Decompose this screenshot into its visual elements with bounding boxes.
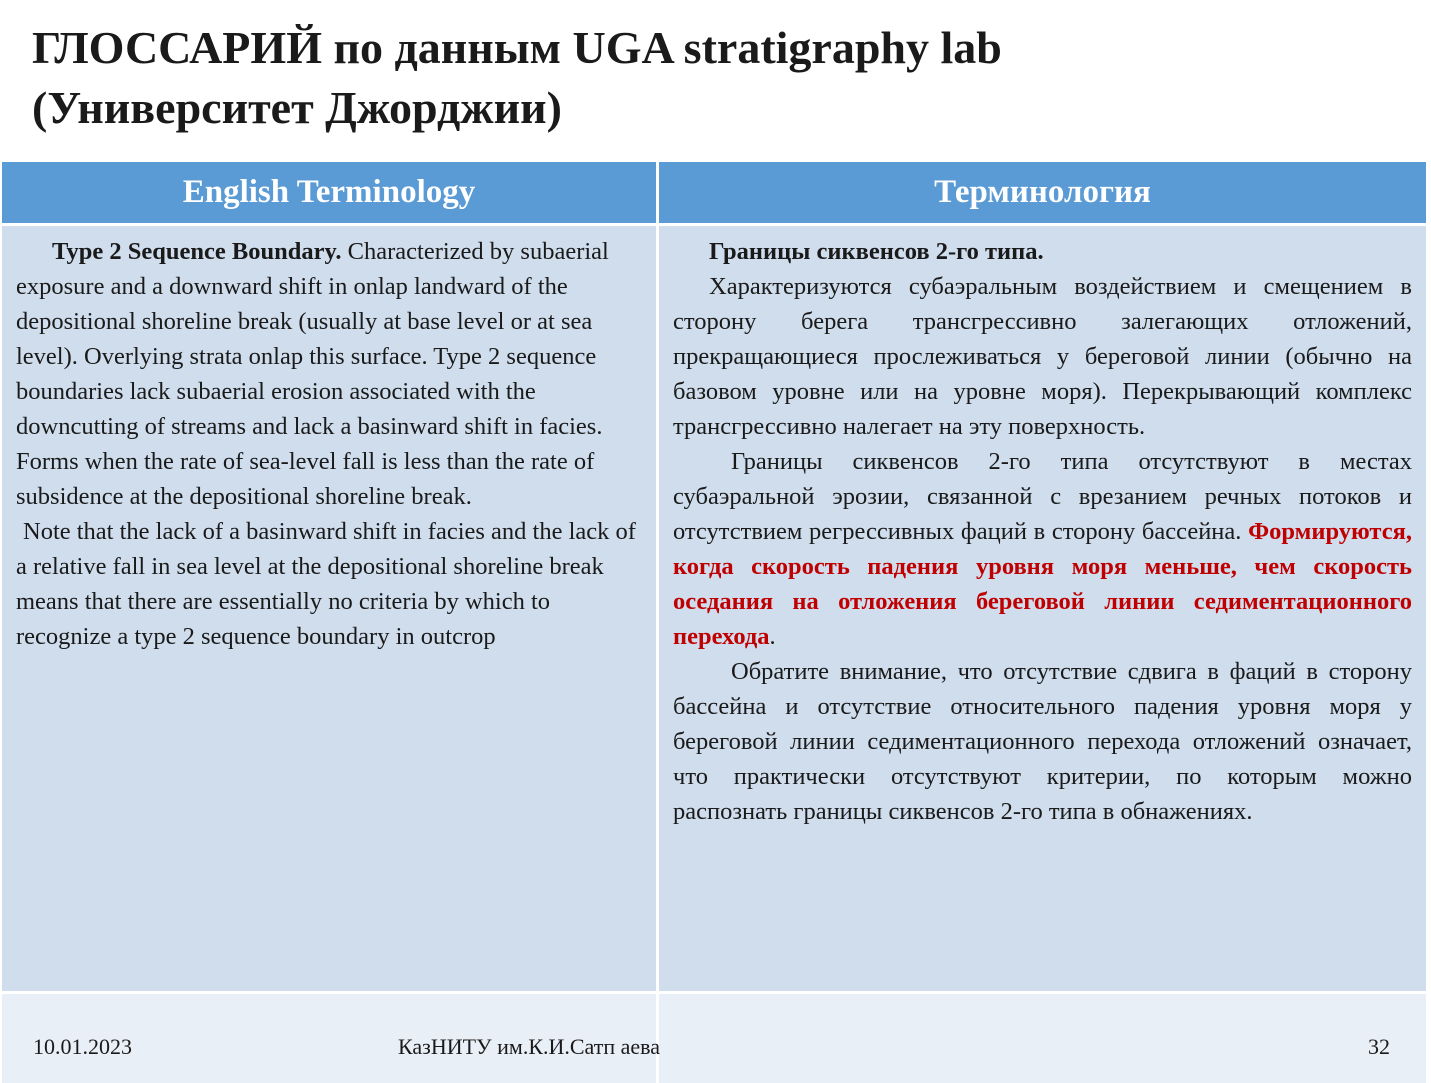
russian-paragraph-1: Характеризуются субаэральным воздействием и смещением в сторону берега трансгрессивно залегающих отложений, прекращающиеся прослеживаться у береговой линии (обычно на базовом уровне или на уровне моря). Перекрывающий комплекс трансгрессивно налегает на эту поверхность.	[673, 273, 1412, 440]
english-term: Type 2 Sequence Boundary.	[52, 238, 342, 265]
russian-definition-cell	[659, 226, 1426, 991]
slide-title-line2: (Университет Джорджии)	[32, 82, 562, 133]
russian-highlighted-text: Формируются, когда скорость падения уровня моря меньше, чем скорость оседания на отложения береговой линии седиментационного перехода	[673, 518, 1412, 650]
header-english: English Terminology	[2, 162, 656, 223]
footer-date: 10.01.2023	[33, 1034, 132, 1059]
russian-paragraph-2	[673, 444, 1412, 654]
russian-term: Границы сиквенсов 2-го типа.	[709, 238, 1044, 265]
english-definition-cell	[2, 226, 656, 991]
header-russian: Терминология	[659, 162, 1426, 223]
table-footer-cell-right	[659, 994, 1426, 1083]
footer-page-number: 32	[1368, 1034, 1390, 1059]
slide-title	[32, 18, 1392, 138]
footer-organization: КазНИТУ им.К.И.Сатп аева	[398, 1034, 661, 1059]
glossary-table	[0, 162, 1428, 1083]
english-paragraph-3: Note that the lack of a basinward shift in facies and the lack of a relative fall in sea level at the depositional shoreline break means that there are essentially no criteria by which to recognize a type 2 sequence boundary in outcrop	[16, 518, 636, 650]
russian-paragraph-2-text: Границы сиквенсов 2-го типа отсутствуют в местах субаэральной эрозии, связанной с врезанием речных потоков и отсутствием регрессивных фаций в сторону бассейна.	[673, 448, 1412, 545]
english-paragraph-1-text: Characterized by subaerial exposure and a downward shift in onlap landward of the depositional shoreline break (usually at base level or at sea level). Overlying strata onlap this surface. Type 2 sequence boundaries lack subaerial erosion associated with the downcutting of streams and lack a basinward shift in facies.	[16, 238, 609, 440]
english-paragraph-1	[16, 234, 642, 444]
english-paragraph-2: Forms when the rate of sea-level fall is less than the rate of subsidence at the depositional shoreline break.	[16, 448, 595, 510]
russian-paragraph-3: Обратите внимание, что отсутствие сдвига в фаций в сторону бассейна и отсутствие относительного падения уровня моря у береговой линии седиментационного перехода отложений означает, что практически отсутствуют критерии, по которым можно распознать границы сиквенсов 2-го типа в обнажениях.	[673, 658, 1412, 825]
russian-paragraph-2-end: .	[769, 623, 776, 650]
slide-title-line1: ГЛОССАРИЙ по данным UGA stratigraphy lab	[32, 22, 1002, 73]
